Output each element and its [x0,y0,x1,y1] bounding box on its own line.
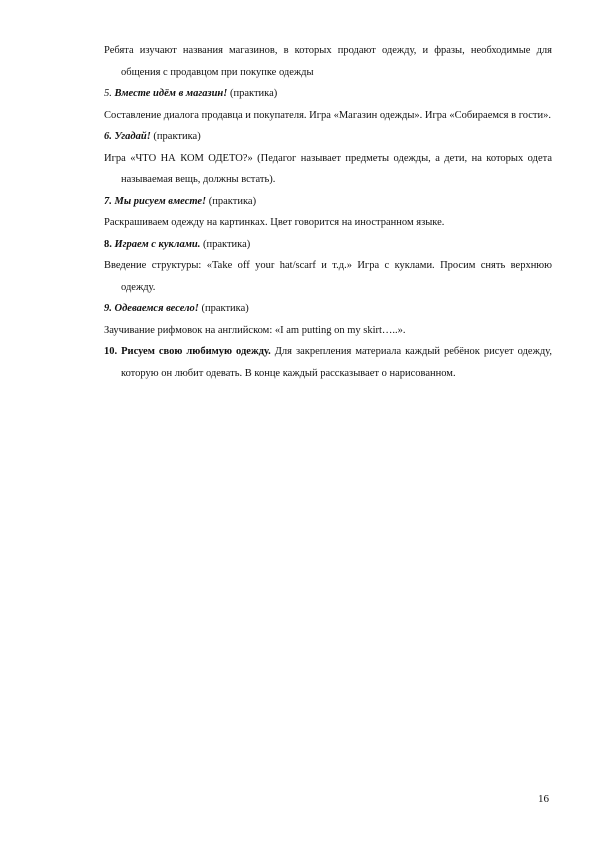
section-number: 8. [104,238,112,250]
section-heading-7 [104,191,552,213]
section-heading-9 [104,298,552,320]
section-title: Одеваемся весело! [114,303,199,314]
section-tag: (практика) [229,88,278,99]
section-title: Играем с куклами. [114,238,201,250]
section-tag: (практика) [153,131,201,142]
section-number: 9. [104,303,112,314]
section-body-10: Для закрепления материала каждый ребёнок рисует одежду, которую он любит одевать. В конце каждый рассказывает о нарисованном. [121,346,553,379]
section-heading-6 [104,126,552,148]
section-body-9: Заучивание рифмовок на английском: «I am putting on my skirt…..». [104,324,406,336]
section-10 [104,341,552,384]
section-number: 7. [104,195,112,207]
section-title: Мы рисуем вместе! [114,195,207,207]
section-heading-8 [104,234,552,256]
page-content [104,40,552,384]
intro-paragraph: Ребята изучают названия магазинов, в которых продают одежду, и фразы, необходимые для общения с продавцом при покупке одежды [104,45,552,78]
section-tag: (практика) [202,238,251,250]
section-title: Угадай! [114,131,151,142]
section-tag: (практика) [208,195,257,207]
section-title: Рисуем свою любимую одежду. [121,346,271,357]
section-number: 10. [104,346,118,357]
section-tag: (практика) [201,303,249,314]
section-body-5: Составление диалога продавца и покупателя. Игра «Магазин одежды». Игра «Собираемся в гости». [104,109,552,121]
section-heading-5 [104,83,552,105]
section-number: 5. [104,88,112,99]
section-body-7: Раскрашиваем одежду на картинках. Цвет говорится на иностранном языке. [104,217,445,228]
section-number: 6. [104,131,112,142]
section-body-8: Введение структуры: «Take off your hat/scarf и т.д.» Игра с куклами. Просим снять верхнюю одежду. [104,260,552,293]
section-body-6: Игра «ЧТО НА КОМ ОДЕТО?» (Педагог называет предметы одежды, а дети, на которых одета называемая вещь, должны встать). [104,152,552,185]
section-title: Вместе идём в магазин! [114,88,228,99]
page-number: 16 [538,793,549,805]
